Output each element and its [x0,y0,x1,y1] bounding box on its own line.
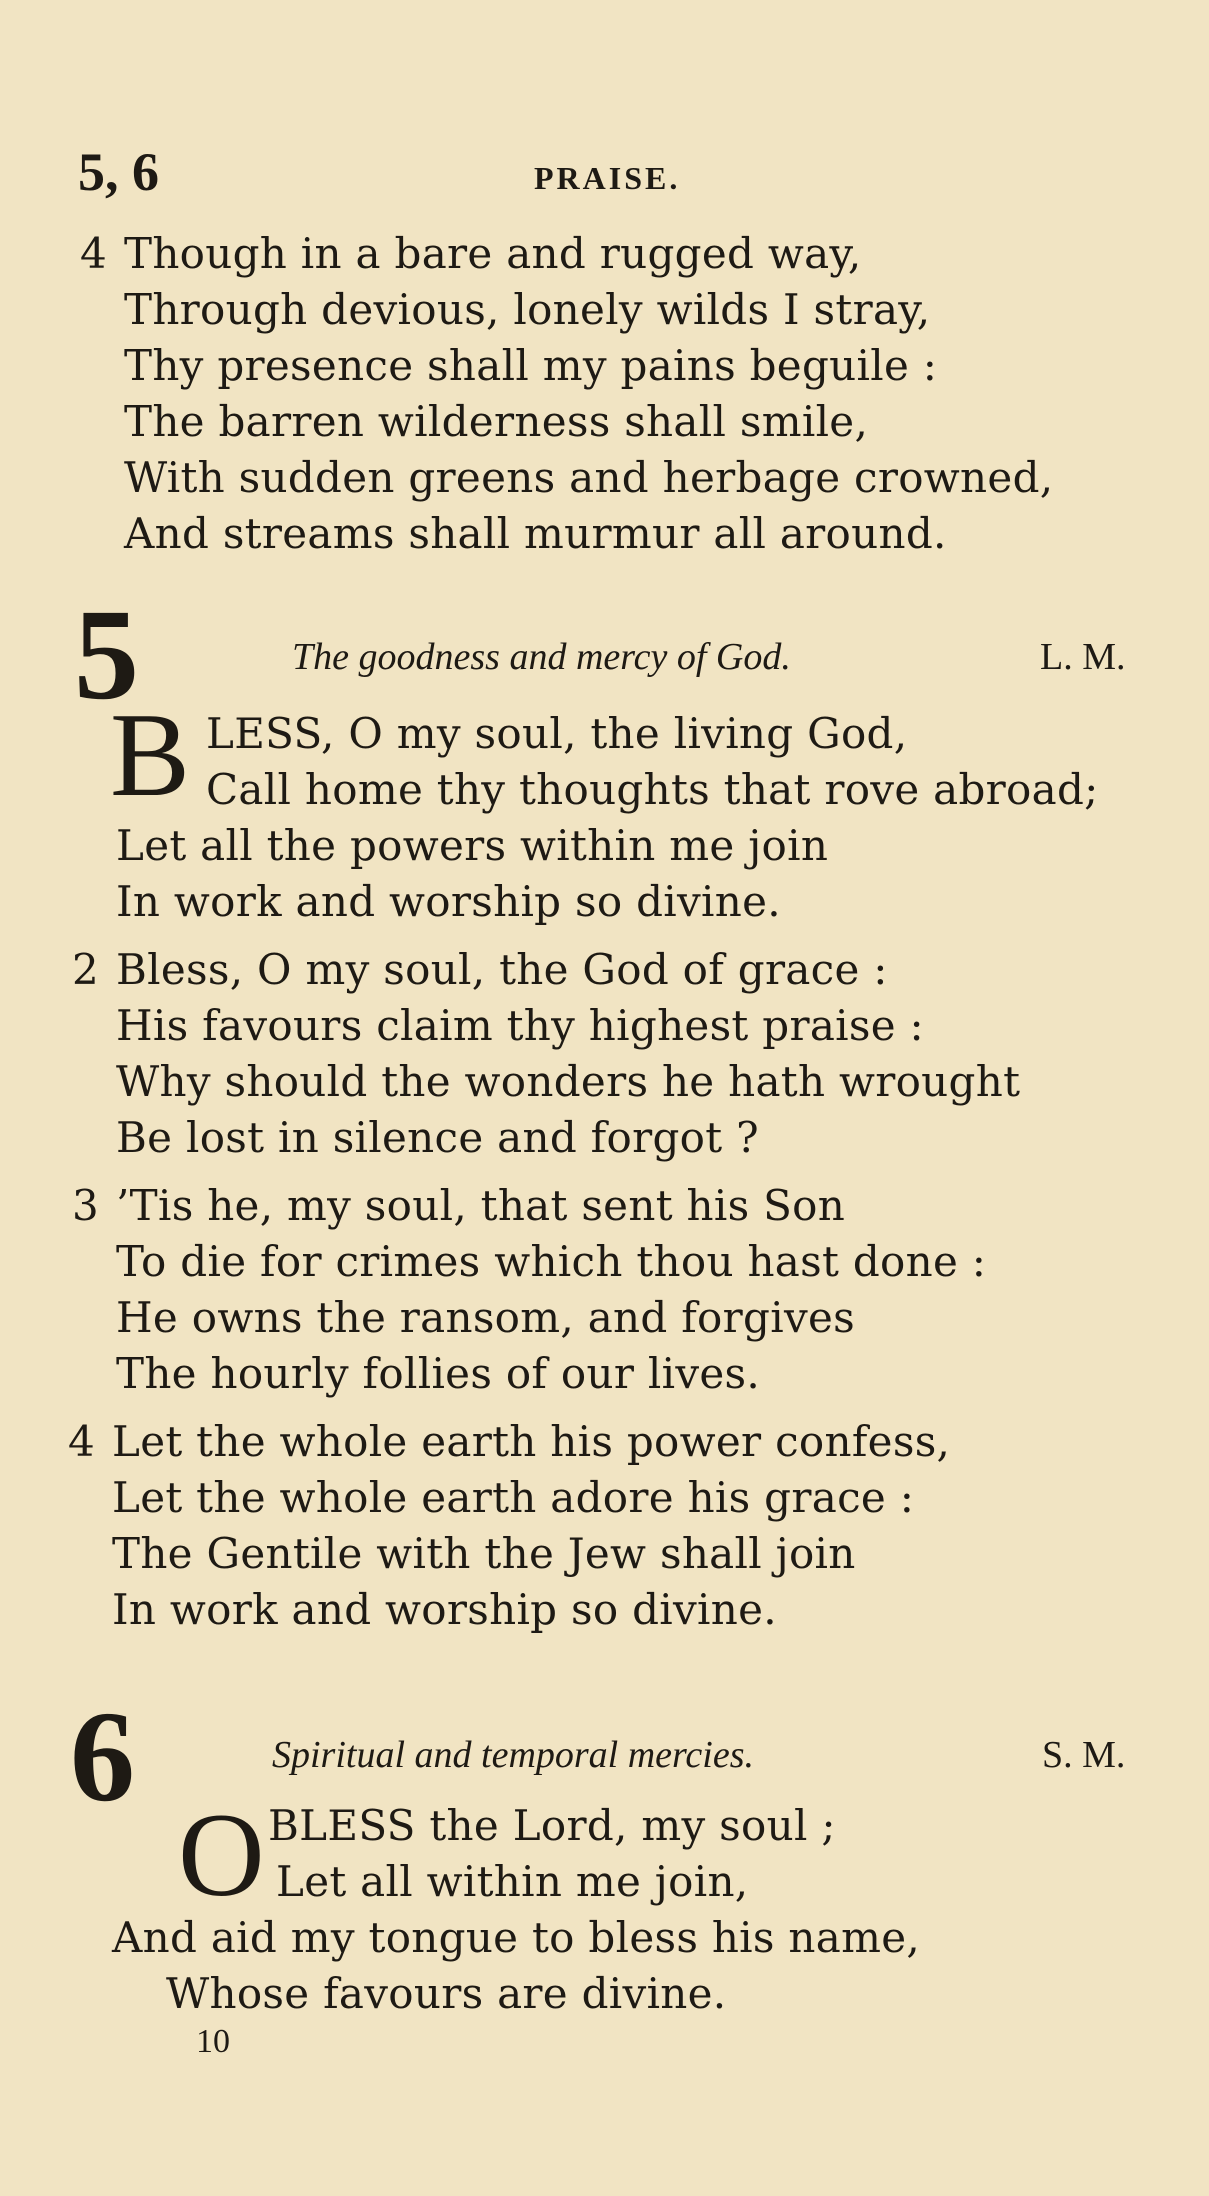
verse-line: BLESS the Lord, my soul ; [268,1801,836,1850]
verse-number: 2 [72,945,100,994]
verse-number: 3 [72,1181,100,1230]
verse-line: His favours claim thy highest praise : [116,1001,925,1050]
running-head-title: PRAISE. [534,160,681,196]
verse-line: Call home thy thoughts that rove abroad; [206,765,1099,814]
verse-line: 4 Though in a bare and rugged way, [80,226,862,282]
verse-line: To die for crimes which thou hast done : [116,1237,987,1286]
verse-line: Through devious, lonely wilds I stray, [124,285,931,334]
verse-line: The hourly follies of our lives. [116,1349,761,1398]
verse-line: Whose favours are divine. [166,1969,727,2018]
verse-line: Let all the powers within me join [116,821,829,870]
drop-cap: O [178,1788,265,1921]
verse-number: 4 [80,229,108,278]
verse-line: 3 ’Tis he, my soul, that sent his Son [72,1178,845,1234]
verse-line: Be lost in silence and forgot ? [116,1113,759,1162]
hymn-meter: S. M. [1042,1734,1126,1776]
verse-line: And aid my tongue to bless his name, [112,1913,921,1962]
hymn-number: 5 [74,583,139,727]
verse-line: With sudden greens and herbage crowned, [124,453,1054,502]
hymn-meter: L. M. [1040,636,1126,678]
verse-line: In work and worship so divine. [112,1585,777,1634]
verse-line: In work and worship so divine. [116,877,781,926]
verse-line: LESS, O my soul, the living God, [206,709,908,758]
verse-line: Why should the wonders he hath wrought [116,1057,1021,1106]
verse-line: He owns the ransom, and forgives [116,1293,855,1342]
verse-number: 4 [68,1417,96,1466]
verse-line: The Gentile with the Jew shall join [112,1529,856,1578]
verse-line: And streams shall murmur all around. [124,509,947,558]
verse-line: 4 Let the whole earth his power confess, [68,1414,950,1470]
verse-line: Let all within me join, [276,1857,749,1906]
verse-line: Let the whole earth adore his grace : [112,1473,915,1522]
verse-line: 2 Bless, O my soul, the God of grace : [72,942,888,998]
verse-line: Thy presence shall my pains beguile : [124,341,938,390]
hymn-number: 6 [70,1685,135,1829]
running-head-hymn-numbers: 5, 6 [78,142,159,202]
page-number: 10 [196,2023,230,2060]
drop-cap: B [110,688,191,821]
verse-line: The barren wilderness shall smile, [124,397,869,446]
hymn-subtitle: Spiritual and temporal mercies. [272,1734,754,1776]
hymn-subtitle: The goodness and mercy of God. [292,636,791,678]
